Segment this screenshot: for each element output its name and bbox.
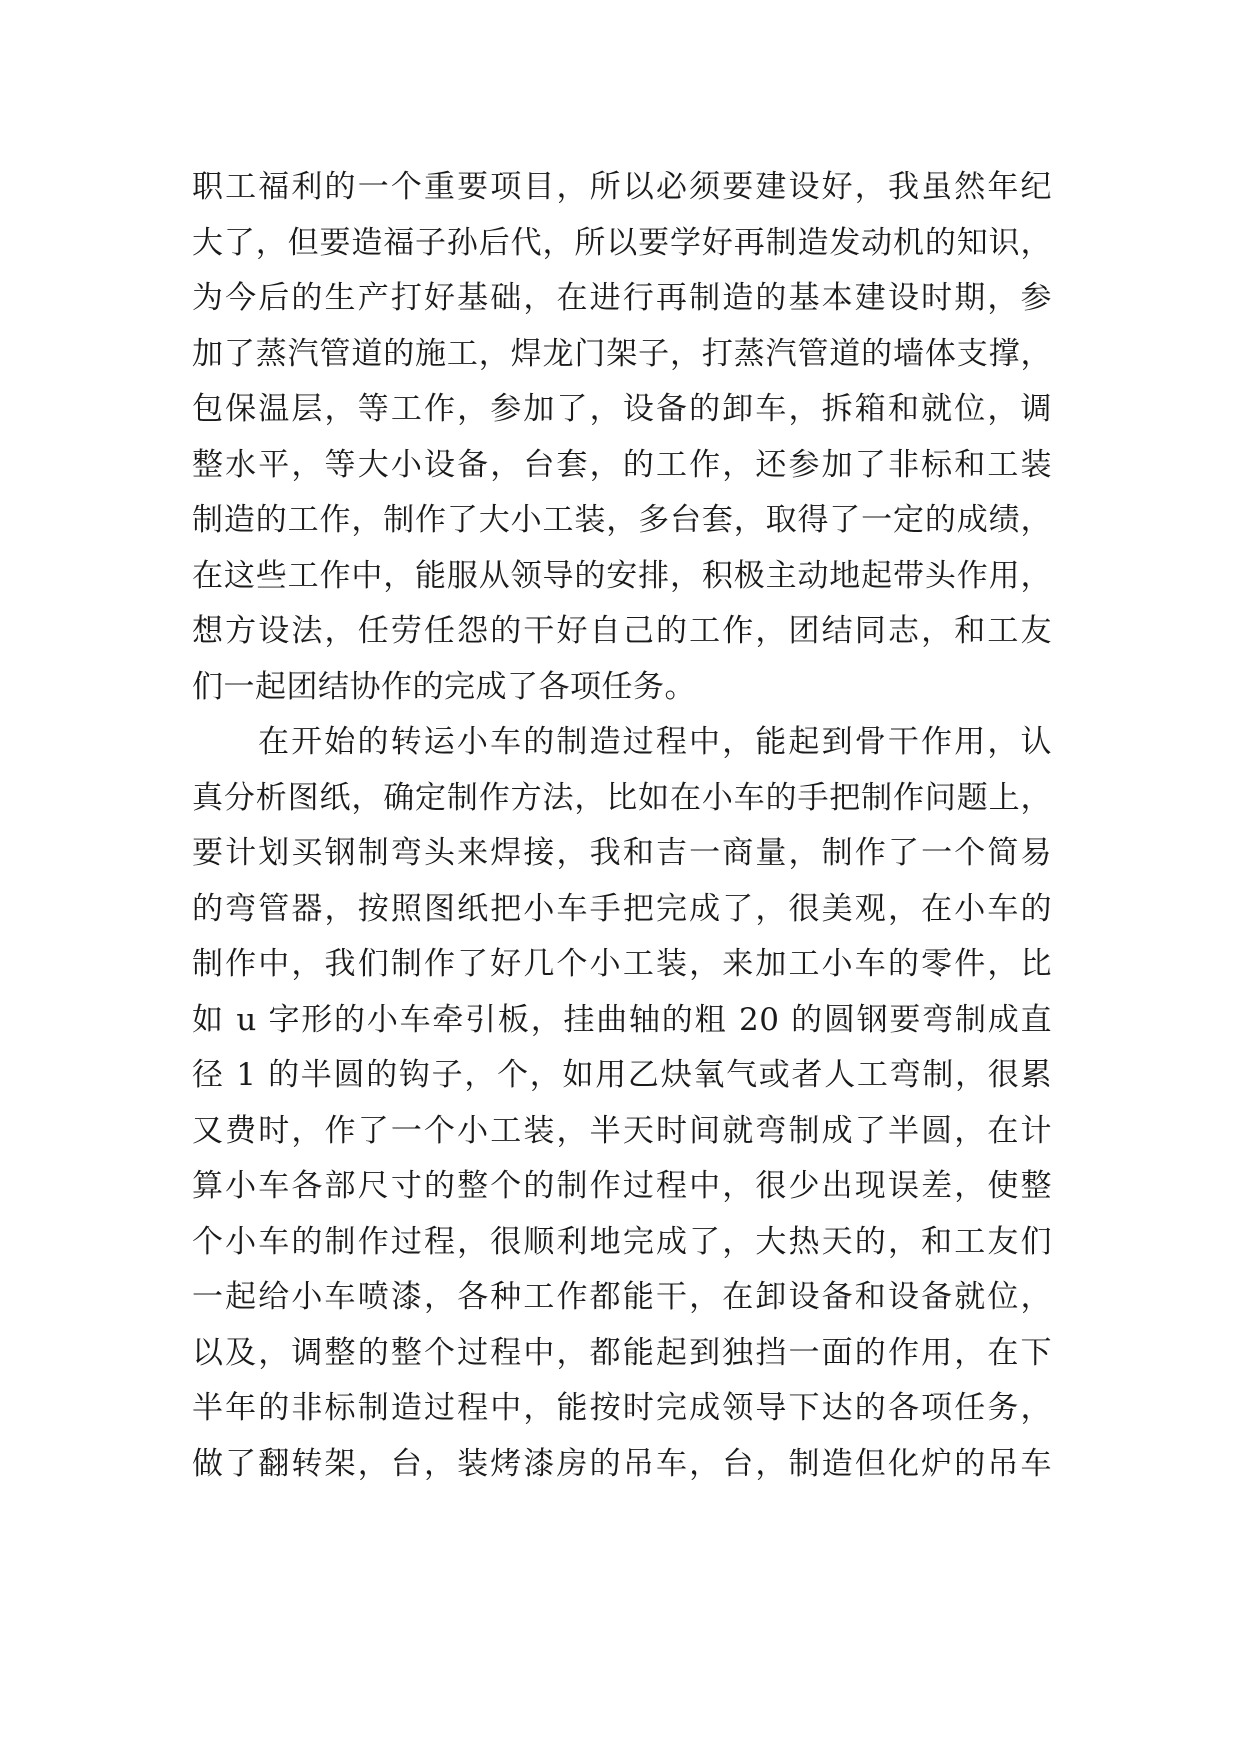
text-line: 径 1 的半圆的钩子，个，如用乙炔氧气或者人工弯制，很累 (192, 1057, 1052, 1093)
text-line: 做了翻转架，台，装烤漆房的吊车，台，制造但化炉的吊车 (192, 1445, 1052, 1482)
text-line: 以及，调整的整个过程中，都能起到独挡一面的作用，在下 (192, 1334, 1052, 1371)
text-line: 如 u 字形的小车牵引板，挂曲轴的粗 20 的圆钢要弯制成直 (192, 1001, 1052, 1038)
text-line: 制造的工作，制作了大小工装，多台套，取得了一定的成绩， (192, 502, 1052, 538)
text-line: 半年的非标制造过程中，能按时完成领导下达的各项任务， (192, 1390, 1052, 1426)
text-line: 的弯管器，按照图纸把小车手把完成了，很美观，在小车的 (192, 890, 1052, 927)
text-line: 整水平，等大小设备，台套，的工作，还参加了非标和工装 (192, 446, 1052, 483)
text-line: 大了，但要造福子孙后代，所以要学好再制造发动机的知识， (192, 224, 1052, 261)
paragraph-first-line: 在开始的转运小车的制造过程中，能起到骨干作用，认 (258, 724, 1052, 760)
text-line: 在这些工作中，能服从领导的安排，积极主动地起带头作用， (192, 557, 1052, 594)
text-line: 职工福利的一个重要项目，所以必须要建设好，我虽然年纪 (192, 169, 1052, 205)
text-line: 们一起团结协作的完成了各项任务。 (192, 668, 696, 705)
text-line: 要计划买钢制弯头来焊接，我和吉一商量，制作了一个简易 (192, 835, 1052, 871)
text-line: 真分析图纸，确定制作方法，比如在小车的手把制作问题上， (192, 779, 1052, 816)
text-line: 一起给小车喷漆，各种工作都能干，在卸设备和设备就位， (192, 1279, 1052, 1315)
text-line: 又费时，作了一个小工装，半天时间就弯制成了半圆，在计 (192, 1112, 1052, 1149)
body-text (192, 160, 1052, 1492)
text-line: 为今后的生产打好基础，在进行再制造的基本建设时期，参 (192, 280, 1052, 316)
text-line: 个小车的制作过程，很顺利地完成了，大热天的，和工友们 (192, 1223, 1052, 1260)
text-line: 制作中，我们制作了好几个小工装，来加工小车的零件，比 (192, 946, 1052, 982)
text-line: 包保温层，等工作，参加了，设备的卸车，拆箱和就位，调 (192, 391, 1052, 427)
text-line: 算小车各部尺寸的整个的制作过程中，很少出现误差，使整 (192, 1168, 1052, 1204)
text-line: 加了蒸汽管道的施工，焊龙门架子，打蒸汽管道的墙体支撑， (192, 335, 1052, 372)
text-line: 想方设法，任劳任怨的干好自己的工作，团结同志，和工友 (192, 613, 1052, 649)
